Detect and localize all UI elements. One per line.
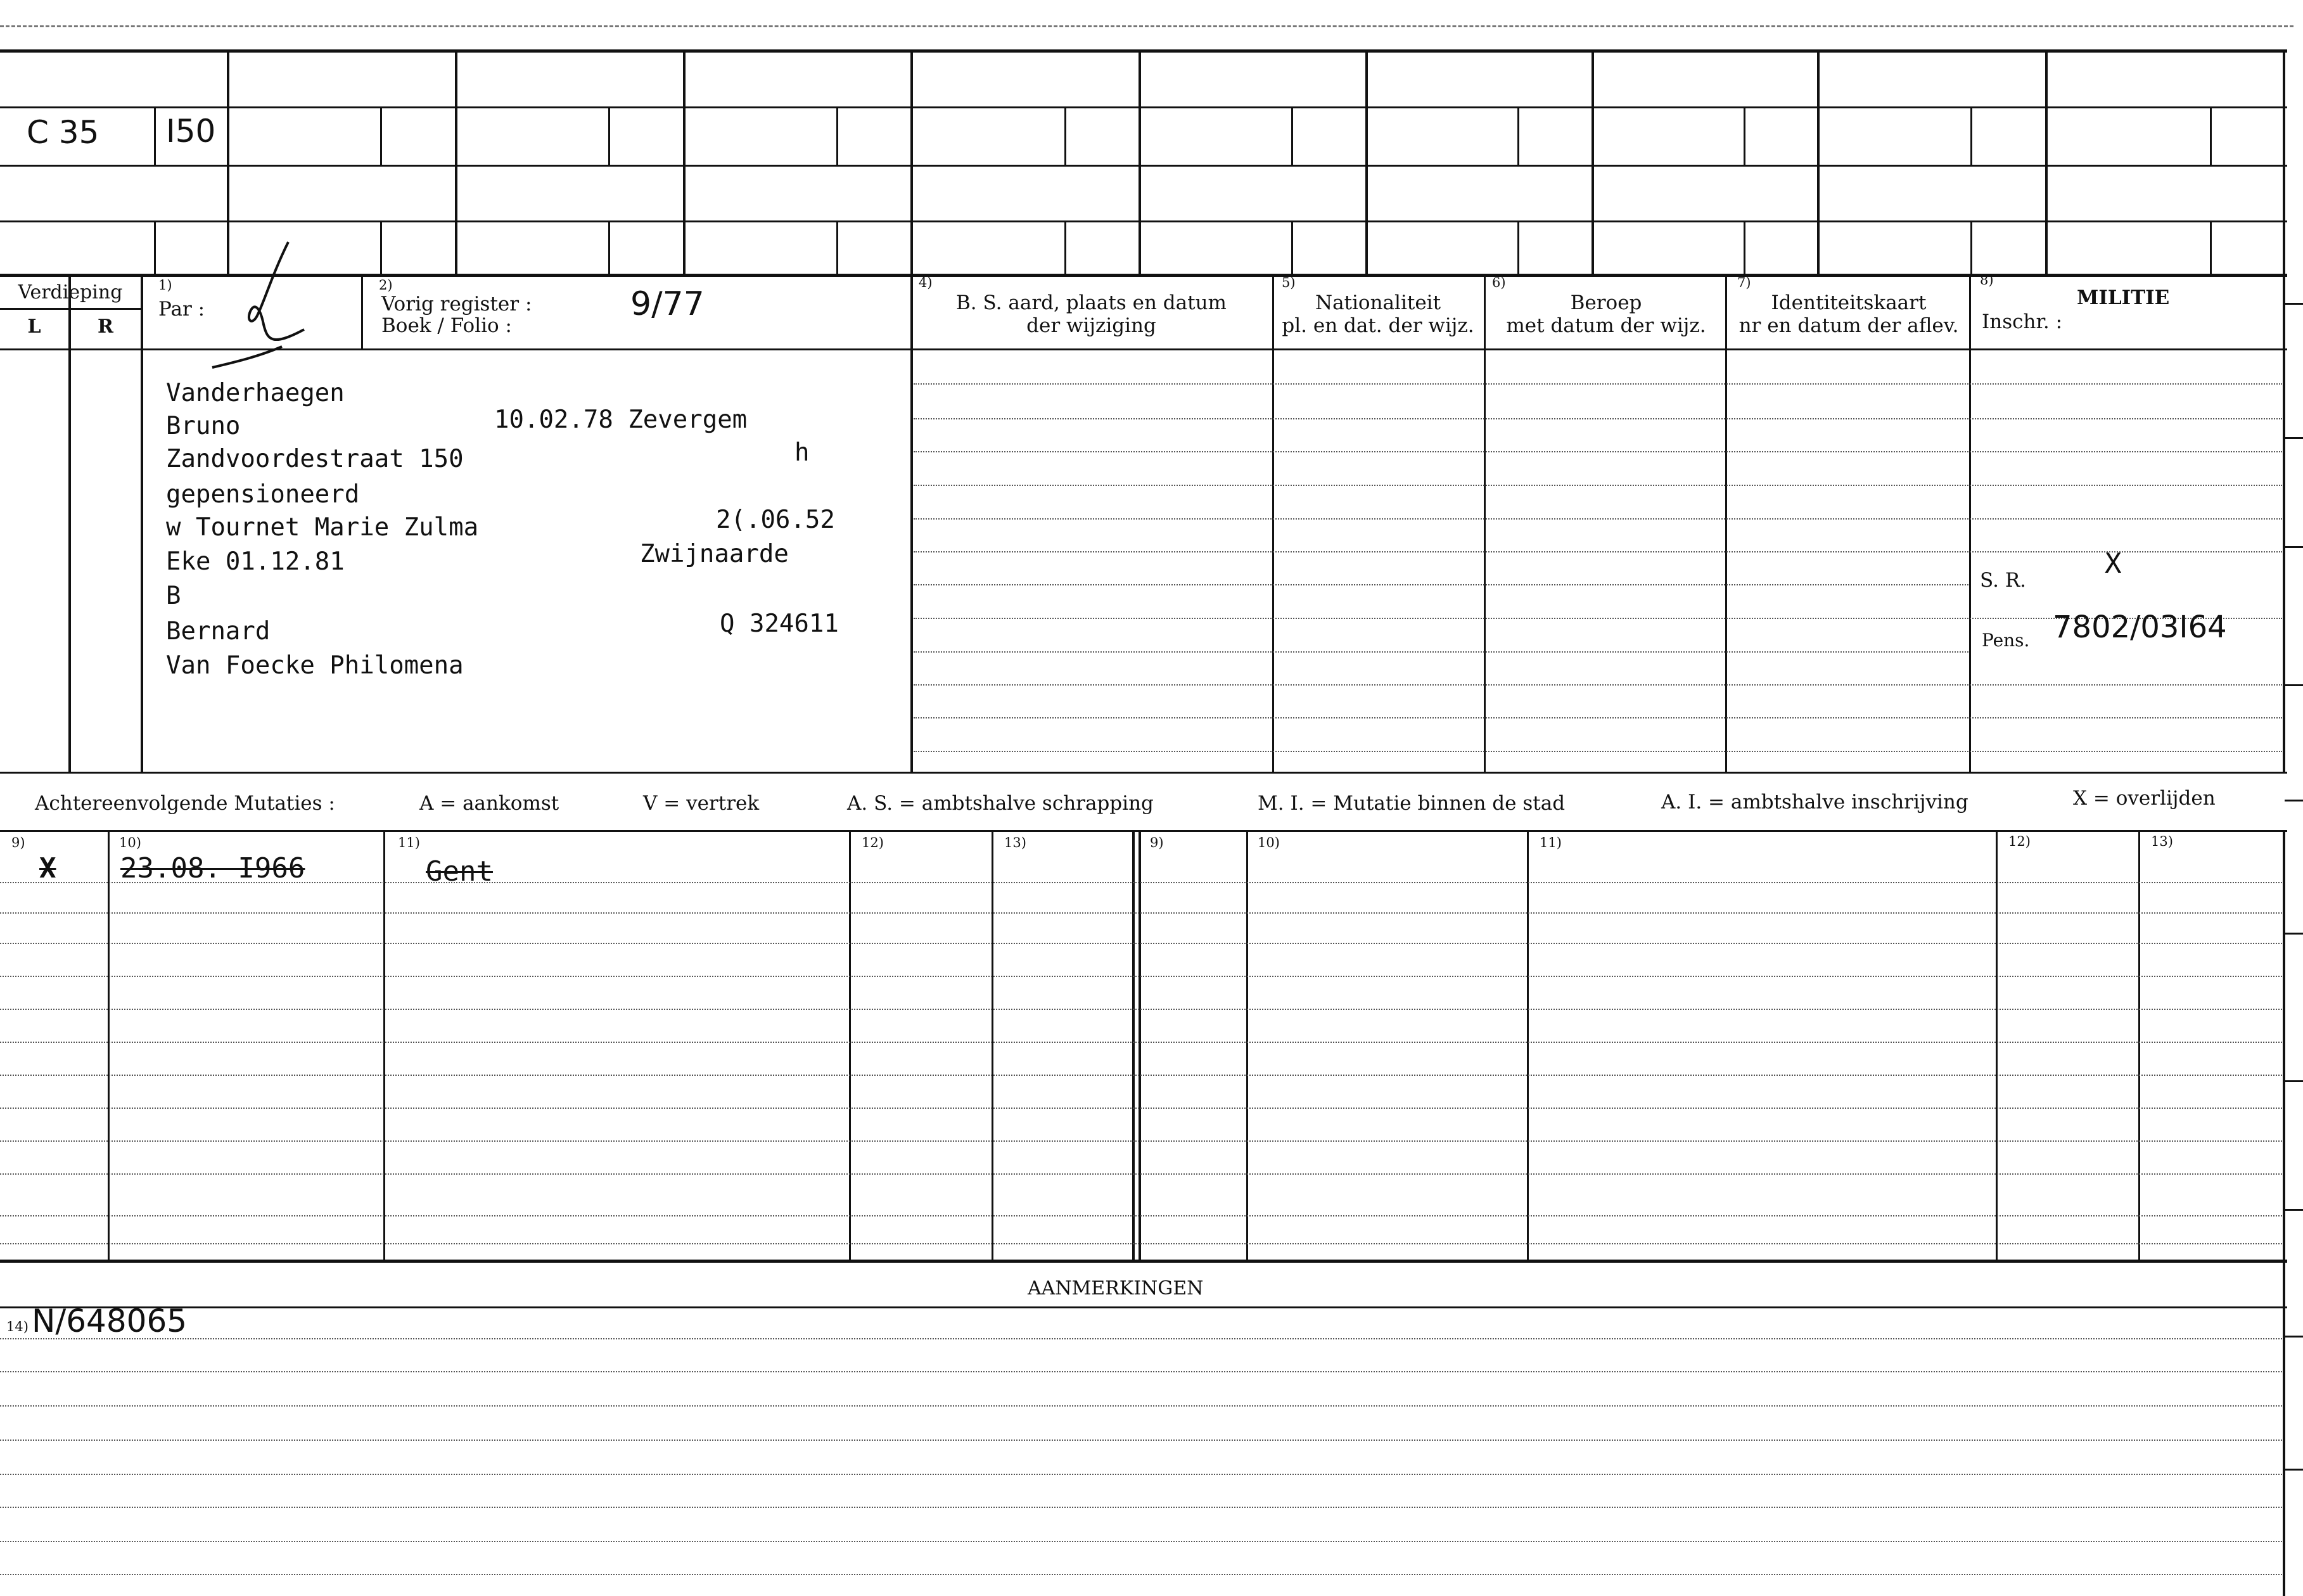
grid-split: [836, 220, 838, 274]
person-surname: Vanderhaegen: [166, 379, 345, 407]
note-6: 6): [1492, 275, 1506, 290]
grid-col: [683, 51, 686, 274]
verdieping-label: Verdieping: [18, 281, 123, 303]
person-occupation: gepensioneerd: [166, 480, 360, 509]
person-mark: h: [794, 438, 810, 467]
identiteitskaart-header: [1728, 291, 1969, 337]
person-mother: Van Foecke Philomena: [166, 651, 464, 680]
c-code: C 35: [27, 114, 99, 151]
grid-col: [910, 51, 913, 274]
writing-line: [914, 751, 2282, 752]
writing-line: [914, 651, 1968, 653]
writing-line: [914, 485, 2282, 486]
mut-col-9-10-r: [1246, 831, 1248, 1260]
writing-line: [914, 551, 2282, 552]
person-firstname: Bruno: [166, 412, 241, 440]
col-divider-militie: [1969, 275, 1971, 772]
grid-split: [1744, 106, 1745, 165]
note-7: 7): [1737, 275, 1751, 290]
mut-row-line: [0, 1108, 2282, 1109]
remarks-line: [0, 1507, 2282, 1508]
grid-col: [455, 51, 457, 274]
beroep-header: [1486, 291, 1726, 337]
writing-line: [914, 451, 2282, 452]
remarks-right-border: [2283, 1260, 2285, 1596]
par-label: Par :: [158, 298, 205, 321]
bs-header-line2: der wijziging: [1026, 314, 1156, 337]
mut-row-line: [0, 1215, 2282, 1216]
beroep-header-line1: Beroep: [1570, 291, 1642, 314]
beroep-header-line2: met datum der wijz.: [1506, 314, 1706, 337]
edge-tick: [2285, 684, 2303, 686]
col-divider-beroep: [1484, 275, 1486, 772]
mutations-bottom-border: [0, 1260, 2287, 1263]
remarks-value: N/648065: [32, 1303, 188, 1339]
grid-split: [1291, 106, 1293, 165]
mut-row-line: [0, 1075, 2282, 1076]
col-divider-bs: [910, 275, 913, 772]
edge-tick: [2285, 1209, 2303, 1211]
mut-col-10-11: [383, 831, 385, 1260]
mut-row-line: [0, 1140, 2282, 1142]
pens-value: 7802/03I64: [2053, 610, 2227, 645]
mut-col-center-b: [1139, 831, 1141, 1260]
grid-split: [608, 106, 610, 165]
boek-folio-label: Boek / Folio :: [381, 314, 512, 337]
grid-split: [154, 220, 156, 274]
edge-tick: [2285, 800, 2303, 801]
nat-header-line1: Nationaliteit: [1315, 291, 1441, 314]
par-signature: [209, 236, 317, 375]
mut-col-label-12: 12): [862, 835, 884, 850]
militie-title: MILITIE: [2077, 286, 2170, 309]
grid-split: [1744, 220, 1745, 274]
mut-row-line: [0, 1009, 2282, 1010]
mut-col-11-12-r: [1996, 831, 1998, 1260]
person-marriage-place: Zwijnaarde: [640, 540, 789, 568]
mut-col-12-13-r: [2138, 831, 2140, 1260]
body-bottom-border: [0, 772, 2287, 774]
writing-line: [914, 717, 2282, 718]
note-2: 2): [379, 278, 393, 293]
grid-split: [1970, 106, 1972, 165]
edge-tick: [2285, 1336, 2303, 1337]
legend-title: Achtereenvolgende Mutaties :: [35, 792, 335, 815]
remarks-line: [0, 1474, 2282, 1475]
note-1: 1): [158, 278, 172, 293]
legend-x: X = overlijden: [2073, 787, 2216, 810]
mut-row-line: [0, 1173, 2282, 1175]
mut-col-label-13-r: 13): [2151, 834, 2173, 849]
grid-col: [1592, 51, 1594, 274]
grid-col: [2283, 51, 2285, 274]
header-top-border: [0, 274, 2287, 277]
mut-col-label-10-r: 10): [1258, 835, 1280, 850]
bs-header-line1: B. S. aard, plaats en datum: [956, 291, 1227, 314]
edge-tick: [2285, 1469, 2303, 1471]
id-header-line1: Identiteitskaart: [1771, 291, 1927, 314]
writing-line: [914, 584, 1968, 585]
mut-col-label-9: 9): [11, 835, 25, 850]
register-value: 9/77: [630, 285, 705, 323]
person-birth: 10.02.78 Zevergem: [494, 405, 748, 434]
remarks-line: [0, 1338, 2282, 1339]
mut-row-line: [0, 943, 2282, 944]
mut-col-label-12-r: 12): [2008, 834, 2031, 849]
grid-split: [1517, 106, 1519, 165]
remarks-line: [0, 1574, 2282, 1575]
legend-mi: M. I. = Mutatie binnen de stad: [1258, 792, 1566, 815]
note-8: 8): [1980, 272, 1994, 288]
mut-col-10-11-r: [1527, 831, 1529, 1260]
bs-header: [912, 291, 1270, 337]
mut-col-label-13: 13): [1004, 835, 1026, 850]
writing-line: [914, 518, 2282, 520]
grid-split: [1064, 220, 1066, 274]
person-marriage: Eke 01.12.81: [166, 547, 345, 576]
mut-row-line: [0, 882, 2282, 883]
edge-tick: [2285, 933, 2303, 935]
note-14: 14): [6, 1319, 29, 1334]
mut-col-center-a: [1132, 831, 1135, 1260]
mut-col-9-10: [108, 831, 110, 1260]
top-border: [0, 49, 2287, 53]
vorig-register-label: Vorig register :: [381, 293, 532, 316]
remarks-title: AANMERKINGEN: [1028, 1277, 1204, 1299]
grid-split: [836, 106, 838, 165]
right-border: [2283, 275, 2285, 772]
grid-split: [2210, 220, 2212, 274]
pens-label: Pens.: [1982, 630, 2030, 651]
col-r-label: R: [98, 316, 113, 338]
sr-value: X: [2105, 547, 2122, 580]
remarks-line: [0, 1541, 2282, 1542]
col-divider-l-r: [68, 275, 71, 772]
remarks-line: [0, 1440, 2282, 1441]
col-divider-id: [1725, 275, 1727, 772]
edge-tick: [2285, 1080, 2303, 1082]
person-code: Q 324611: [720, 610, 839, 638]
col-divider-r-person: [141, 275, 143, 772]
remarks-line: [0, 1371, 2282, 1372]
grid-split: [1291, 220, 1293, 274]
nat-header-line2: pl. en dat. der wijz.: [1282, 314, 1474, 337]
mut-col-label-10: 10): [119, 835, 141, 850]
note-5: 5): [1282, 275, 1296, 290]
legend-a: A = aankomst: [419, 792, 559, 815]
person-spouse: w Tournet Marie Zulma: [166, 513, 479, 542]
remarks-line: [0, 1405, 2282, 1407]
nationaliteit-header: [1273, 291, 1483, 337]
id-header-line2: nr en datum der aflev.: [1738, 314, 1959, 337]
mutation-date: 23.08. I966: [120, 852, 305, 884]
mut-col-11-12: [849, 831, 851, 1260]
inschr-label: Inschr. :: [1982, 310, 2063, 333]
grid-split: [608, 220, 610, 274]
person-nationality: B: [166, 582, 181, 610]
grid-split: [1970, 220, 1972, 274]
mut-row-line: [0, 976, 2282, 977]
legend-v: V = vertrek: [643, 792, 760, 815]
person-address: Zandvoordestraat 150: [166, 445, 464, 473]
person-father: Bernard: [166, 617, 271, 646]
grid-col: [1365, 51, 1368, 274]
edge-tick: [2285, 437, 2303, 439]
header-bottom-border: [0, 348, 2287, 350]
note-4: 4): [919, 275, 933, 290]
writing-line: [914, 684, 2282, 686]
mut-col-12-13: [992, 831, 993, 1260]
sr-label: S. R.: [1980, 569, 2027, 592]
mut-col-label-11: 11): [398, 835, 420, 850]
mutation-code: X: [39, 852, 56, 884]
grid-line: [0, 106, 2287, 108]
col-divider-nat: [1272, 275, 1274, 772]
grid-split: [1517, 220, 1519, 274]
legend-ai: A. I. = ambtshalve inschrijving: [1661, 791, 1968, 814]
card-top-edge: [0, 25, 2293, 27]
person-spouse-date: 2(.06.52: [716, 506, 835, 534]
mut-row-line: [0, 1042, 2282, 1043]
grid-col: [2045, 51, 2048, 274]
mut-col-label-9-r: 9): [1150, 835, 1164, 850]
writing-line: [914, 383, 2282, 385]
legend-as: A. S. = ambtshalve schrapping: [847, 792, 1154, 815]
mut-row-line: [0, 1243, 2282, 1244]
remarks-header-line: [0, 1306, 2287, 1308]
grid-line: [0, 220, 2287, 222]
mut-right-border: [2283, 831, 2285, 1260]
grid-col: [1139, 51, 1141, 274]
grid-split: [380, 106, 382, 165]
grid-split: [2210, 106, 2212, 165]
mutations-top-border: [0, 830, 2287, 832]
grid-split: [380, 220, 382, 274]
col-l-label: L: [27, 316, 41, 338]
grid-col: [1817, 51, 1820, 274]
edge-tick: [2285, 546, 2303, 548]
mut-col-label-11-r: 11): [1540, 835, 1562, 850]
house-number: I50: [166, 113, 216, 150]
col-divider-par: [361, 275, 363, 350]
grid-split: [154, 106, 156, 165]
mut-row-line: [0, 912, 2282, 914]
writing-line: [914, 418, 2282, 419]
edge-tick: [2285, 303, 2303, 305]
grid-split: [1064, 106, 1066, 165]
mutation-place: Gent: [426, 855, 493, 888]
grid-line: [0, 165, 2287, 167]
